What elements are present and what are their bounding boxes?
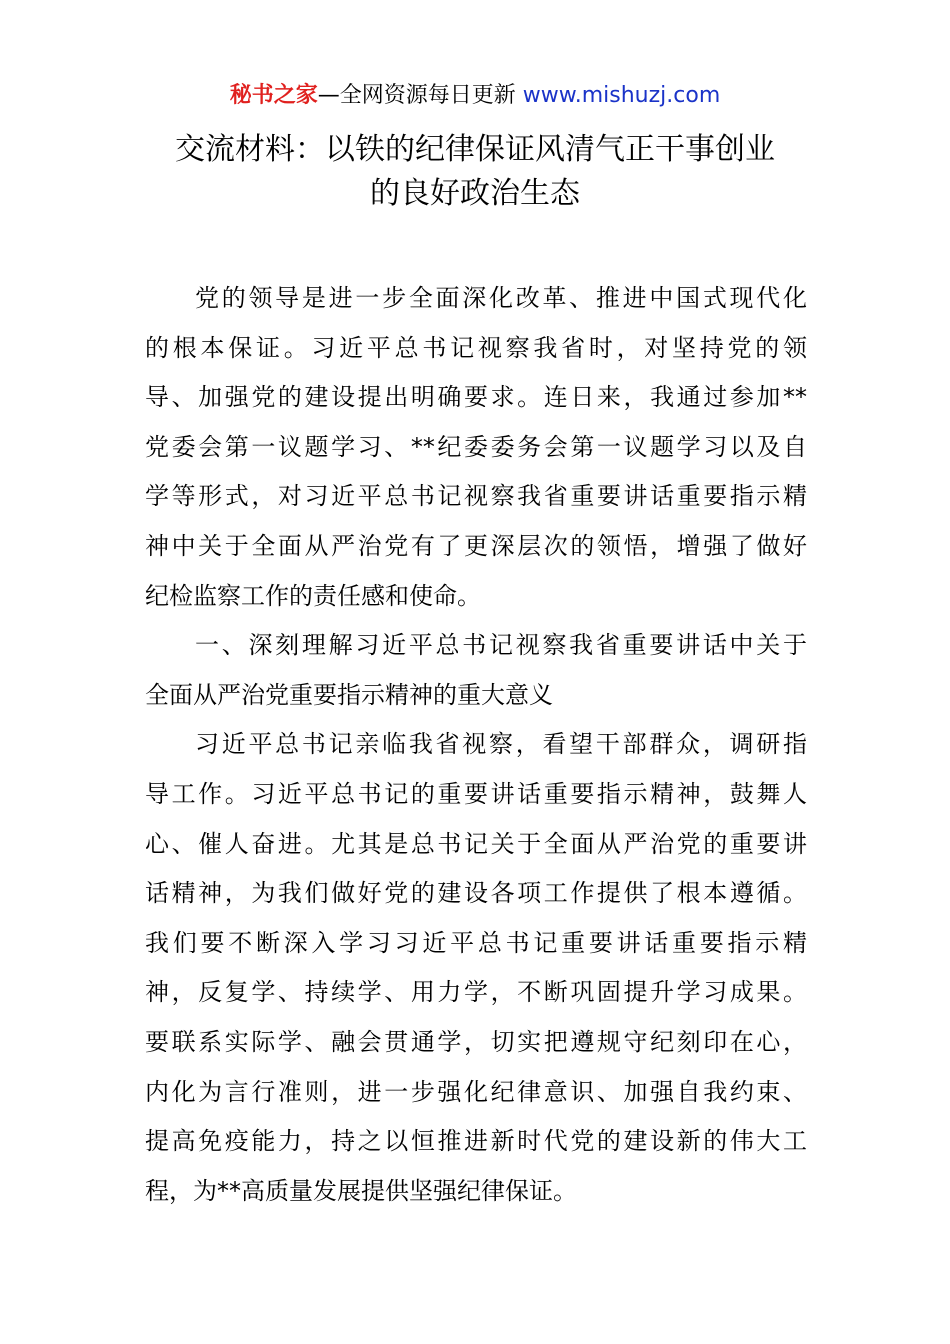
paragraph-2-line: 习近平总书记亲临我省视察，看望干部群众，调研指: [195, 730, 807, 759]
section-heading-line: 一、深刻理解习近平总书记视察我省重要讲话中关于: [195, 631, 807, 660]
document-title: [0, 128, 950, 216]
paragraph-2-line: 程，为**高质量发展提供坚强纪律保证。: [145, 1176, 577, 1205]
paragraph-1-line: 神中关于全面从严治党有了更深层次的领悟，增强了做好: [145, 531, 807, 560]
paragraph-1-line: 的根本保证。习近平总书记视察我省时，对坚持党的领: [145, 333, 807, 362]
site-header: [0, 80, 950, 112]
site-url-link[interactable]: www.mishuzj.com: [522, 83, 721, 108]
paragraph-2-line: 话精神，为我们做好党的建设各项工作提供了根本遵循。: [145, 879, 807, 908]
site-tagline: —全网资源每日更新: [317, 83, 523, 108]
site-brand: 秘书之家: [229, 83, 318, 108]
title-line-1: 交流材料：以铁的纪律保证风清气正干事创业: [175, 132, 775, 167]
document-body: [145, 274, 807, 1216]
paragraph-1-line: 党的领导是进一步全面深化改革、推进中国式现代化: [195, 284, 807, 312]
paragraph-2-line: 导工作。习近平总书记的重要讲话重要指示精神，鼓舞人: [145, 779, 807, 808]
paragraph-1-line: 导、加强党的建设提出明确要求。连日来，我通过参加**: [145, 383, 807, 412]
paragraph-2-line: 我们要不断深入学习习近平总书记重要讲话重要指示精: [145, 928, 807, 957]
paragraph-2-line: 神，反复学、持续学、用力学，不断巩固提升学习成果。: [145, 978, 807, 1007]
paragraph-2-line: 要联系实际学、融会贯通学，切实把遵规守纪刻印在心，: [145, 1027, 807, 1056]
paragraph-1-line: 党委会第一议题学习、**纪委委务会第一议题学习以及自: [145, 432, 807, 461]
section-heading-line: 全面从严治党重要指示精神的重大意义: [145, 680, 553, 709]
paragraph-1-line: 纪检监察工作的责任感和使命。: [145, 581, 481, 610]
paragraph-2-line: 内化为言行准则，进一步强化纪律意识、加强自我约束、: [145, 1077, 807, 1106]
paragraph-2-line: 心、催人奋进。尤其是总书记关于全面从严治党的重要讲: [145, 829, 807, 858]
paragraph-2-line: 提高免疫能力，持之以恒推进新时代党的建设新的伟大工: [145, 1127, 807, 1156]
title-line-2: 的良好政治生态: [370, 176, 580, 211]
paragraph-1-line: 学等形式，对习近平总书记视察我省重要讲话重要指示精: [145, 482, 807, 511]
